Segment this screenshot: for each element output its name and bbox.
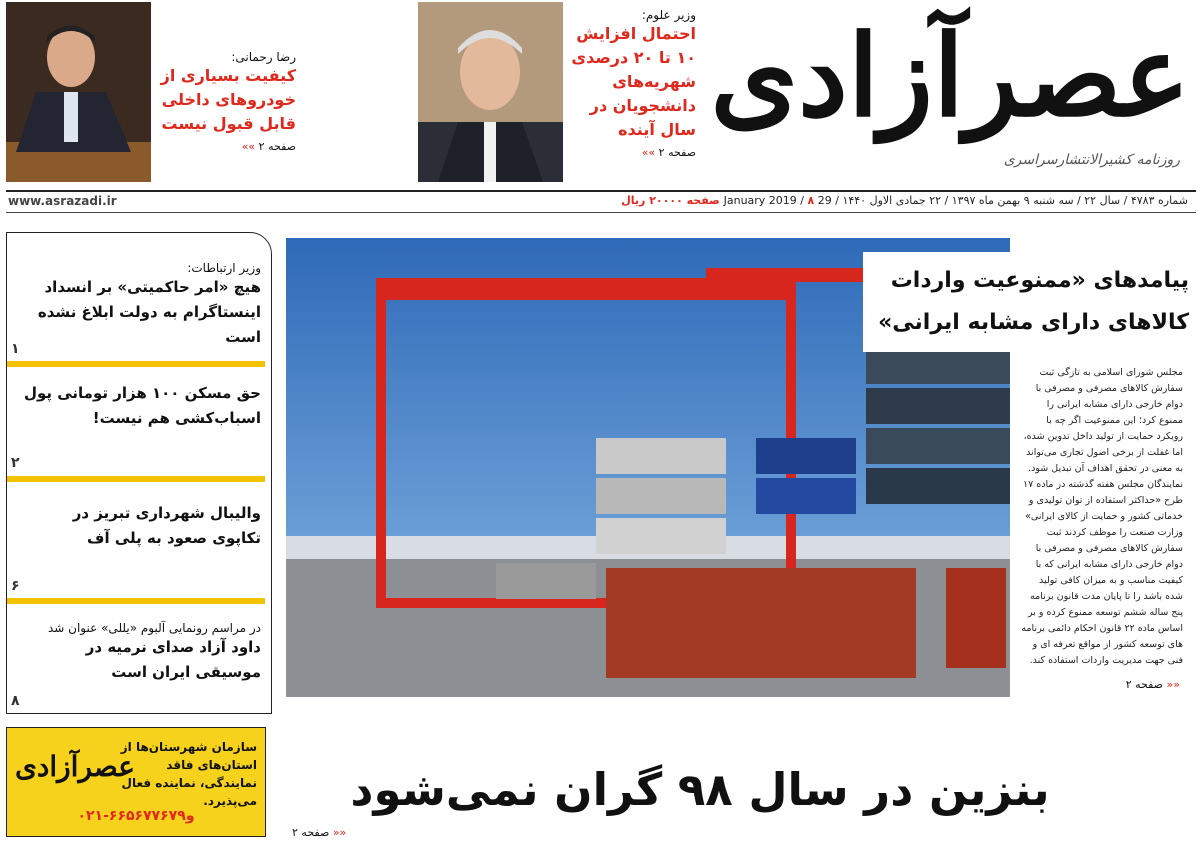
- photo-container: [866, 428, 1010, 464]
- photo-container: [756, 438, 856, 474]
- sidebar-item-kicker: وزیر ارتباطات:: [187, 261, 261, 275]
- page-reference: صفحه ۲ »»: [1125, 678, 1180, 691]
- sidebar-item-title: والیبال شهرداری تبریز در تکاپوی صعود به پلی آف: [72, 504, 261, 547]
- sidebar-page-number: ۱: [11, 341, 20, 357]
- photo-container-red: [946, 568, 1006, 668]
- issue-info: شماره ۴۷۸۳ / سال ۲۲ / سه شنبه ۹ بهمن ماه ۱۳۹۷ / ۲۲ جمادی الاول ۱۴۴۰ / 29 January 2019 /: [723, 194, 1188, 207]
- teaser-kicker: رضا رحمانی:: [231, 50, 296, 64]
- header-rule-bottom: [6, 212, 1196, 213]
- page-reference: صفحه ۲ »»: [292, 826, 347, 839]
- sidebar-item[interactable]: [21, 381, 261, 431]
- sidebar-page-number: ۶: [11, 578, 20, 594]
- photo-container: [866, 388, 1010, 424]
- sidebar-item-title: حق مسکن ۱۰۰ هزار تومانی پول اسباب‌کشی هم نیست!: [23, 384, 261, 427]
- masthead: [710, 2, 1190, 192]
- main-headline[interactable]: بنزین در سال ۹۸ گران نمی‌شود: [350, 763, 1050, 816]
- sidebar-item[interactable]: [21, 621, 261, 685]
- photo-crane: [376, 278, 796, 608]
- minister-photo: [6, 2, 151, 182]
- sidebar-item[interactable]: [21, 501, 261, 551]
- teaser-text: [571, 8, 696, 159]
- minister-photo: [418, 2, 563, 182]
- page-reference: صفحه ۲ »»: [641, 146, 696, 159]
- advertisement[interactable]: [6, 727, 266, 837]
- sidebar-item[interactable]: [21, 261, 261, 350]
- sidebar-divider: [7, 361, 265, 367]
- header-rule: [6, 190, 1196, 192]
- photo-container: [866, 348, 1010, 384]
- photo-container: [756, 478, 856, 514]
- price: ۸ صفحه ۲۰۰۰۰ ریال: [621, 194, 815, 207]
- sidebar-item-kicker: در مراسم رونمایی آلبوم «یللی» عنوان شد: [47, 621, 261, 635]
- photo-container: [866, 468, 1010, 504]
- sidebar-page-number: ۸: [11, 693, 20, 709]
- photo-container-red: [606, 568, 916, 678]
- industry-minister-teaser[interactable]: [6, 2, 306, 182]
- lead-headline: پیامدهای «ممنوعیت واردات کالاهای دارای مشابه ایرانی»: [878, 268, 1189, 335]
- sidebar-divider: [7, 476, 265, 482]
- dateline: [621, 194, 1188, 207]
- tagline: روزنامه کشیرالانتشارسراسری: [1003, 152, 1180, 168]
- teaser-headline: کیفیت بسیاری از خودروهای داخلی قابل قبول نیست: [160, 66, 296, 133]
- page-reference: صفحه ۲ »»: [241, 140, 296, 153]
- sidebar-page-number: ۲: [11, 455, 20, 471]
- sidebar-news: [6, 232, 272, 714]
- photo-container: [596, 438, 726, 474]
- newspaper-logo: عصرآزادی: [710, 11, 1190, 142]
- lead-article-body: مجلس شورای اسلامی به تازگی ثبت سفارش کالاهای مصرفی و مصرفی با دوام خارجی دارای مشابه ایرانی را ممنوع کرد؛ این ممنوعیت اگر چه با رویکرد حمایت از تولید داخل تدوین شده، اما غفلت از برخی اصول تجاری می‌تواند به معنی در تحقق اهداف آن تبدیل شود. نمایندگان مجلس هفته گذشته در ماده ۱۷ طرح «حداکثر استفاده از توان تولیدی و خدماتی کشور و حمایت از کالای ایرانی» وزارت صنعت را موظف کردند ثبت سفارش کالاهای مصرفی و مصرفی با دوام خارجی دارای مشابه ایرانی که با کیفیت مناسب و به میزان کافی تولید شده باشد را تا پایان مدت قانون برنامه پنج ساله ششم توسعه ممنوع کرده و بر اساس ماده ۲۲ قانون احکام دائمی برنامه های توسعه کشور از مواقع تعرفه ای و فنی جهت مدیریت واردات استفاده کند.: [1021, 367, 1183, 666]
- ad-phone: ۰۲۱-۶۶۵۶۷۷۶۷و۹: [77, 808, 195, 824]
- website-url[interactable]: www.asrazadi.ir: [8, 194, 117, 208]
- sidebar-divider: [7, 598, 265, 604]
- teaser-text: [156, 50, 296, 153]
- teaser-kicker: وزیر علوم:: [641, 8, 696, 22]
- sidebar-item-title: هیچ «امر حاکمیتی» بر انسداد اینستاگرام به دولت ابلاغ نشده است: [37, 278, 261, 346]
- photo-container: [496, 563, 596, 599]
- ad-logo: عصرآزادی: [15, 750, 135, 783]
- lead-headline-box[interactable]: [863, 252, 1200, 352]
- science-minister-teaser[interactable]: [416, 2, 706, 182]
- sidebar-item-title: داود آزاد صدای نرمیه در موسیقی ایران است: [85, 638, 261, 681]
- teaser-headline: احتمال افزایش ۱۰ تا ۲۰ درصدی شهریه‌های دانشجویان در سال آینده: [571, 24, 696, 139]
- photo-container: [596, 518, 726, 554]
- ad-text: سازمان شهرستان‌ها از استان‌های فاقد نمایندگی، نماینده فعال می‌پذیرد.: [120, 740, 257, 808]
- photo-container: [596, 478, 726, 514]
